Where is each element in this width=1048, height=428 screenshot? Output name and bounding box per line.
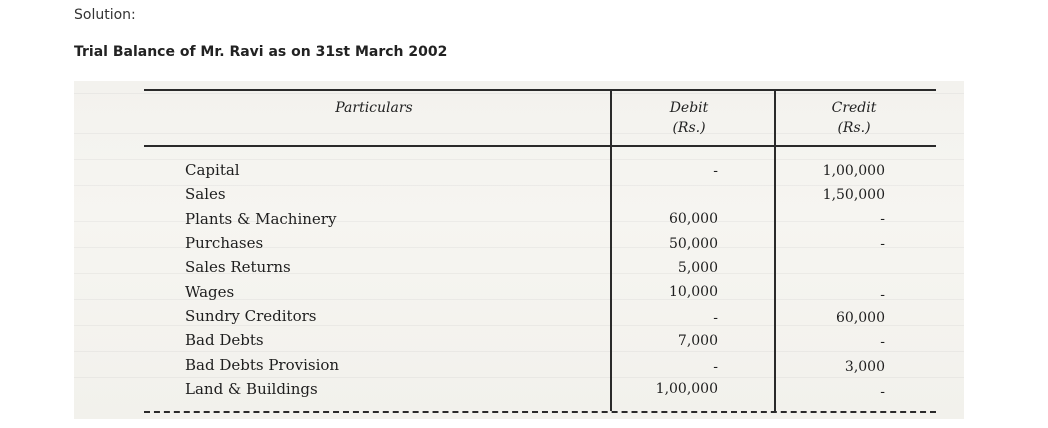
row-particulars: Land & Buildings <box>185 380 318 398</box>
credit-unit: (Rs.) <box>837 120 871 136</box>
debit-unit: (Rs.) <box>672 120 706 136</box>
row-particulars: Sundry Creditors <box>185 307 317 325</box>
top-rule <box>144 89 936 91</box>
row-particulars: Sales Returns <box>185 258 291 276</box>
bottom-dashed-rule <box>144 411 936 413</box>
row-particulars: Bad Debts Provision <box>185 356 340 374</box>
row-debit: - <box>713 310 718 326</box>
trial-balance-heading: Trial Balance of Mr. Ravi as on 31st March 2002 <box>74 44 448 60</box>
row-debit: 1,00,000 <box>655 381 718 397</box>
row-debit: 10,000 <box>669 284 718 300</box>
row-particulars: Bad Debts <box>185 331 264 349</box>
row-debit: 60,000 <box>669 211 718 227</box>
row-debit: - <box>713 359 718 375</box>
row-particulars: Purchases <box>185 234 264 252</box>
row-credit: 1,00,000 <box>822 163 885 179</box>
row-credit: - <box>880 287 885 303</box>
row-credit: - <box>880 334 885 350</box>
scanned-table-image <box>74 81 964 419</box>
row-credit: - <box>880 211 885 227</box>
column-header-debit <box>609 98 769 138</box>
row-debit: 5,000 <box>677 260 718 276</box>
row-particulars: Plants & Machinery <box>185 210 337 228</box>
row-particulars: Capital <box>185 161 240 179</box>
row-debit: 7,000 <box>677 333 718 349</box>
row-credit: - <box>880 236 885 252</box>
solution-label: Solution: <box>74 7 136 23</box>
credit-label: Credit <box>831 100 877 116</box>
column-header-credit <box>774 98 934 138</box>
column-header-particulars: Particulars <box>335 100 413 116</box>
row-credit: 3,000 <box>844 359 885 375</box>
debit-label: Debit <box>669 100 709 116</box>
row-debit: 50,000 <box>669 236 718 252</box>
row-particulars: Sales <box>185 185 226 203</box>
row-particulars: Wages <box>185 283 235 301</box>
row-credit: 60,000 <box>836 310 885 326</box>
row-credit: 1,50,000 <box>822 187 885 203</box>
row-debit: - <box>713 163 718 179</box>
row-credit: - <box>880 384 885 400</box>
header-bottom-rule <box>144 145 936 147</box>
